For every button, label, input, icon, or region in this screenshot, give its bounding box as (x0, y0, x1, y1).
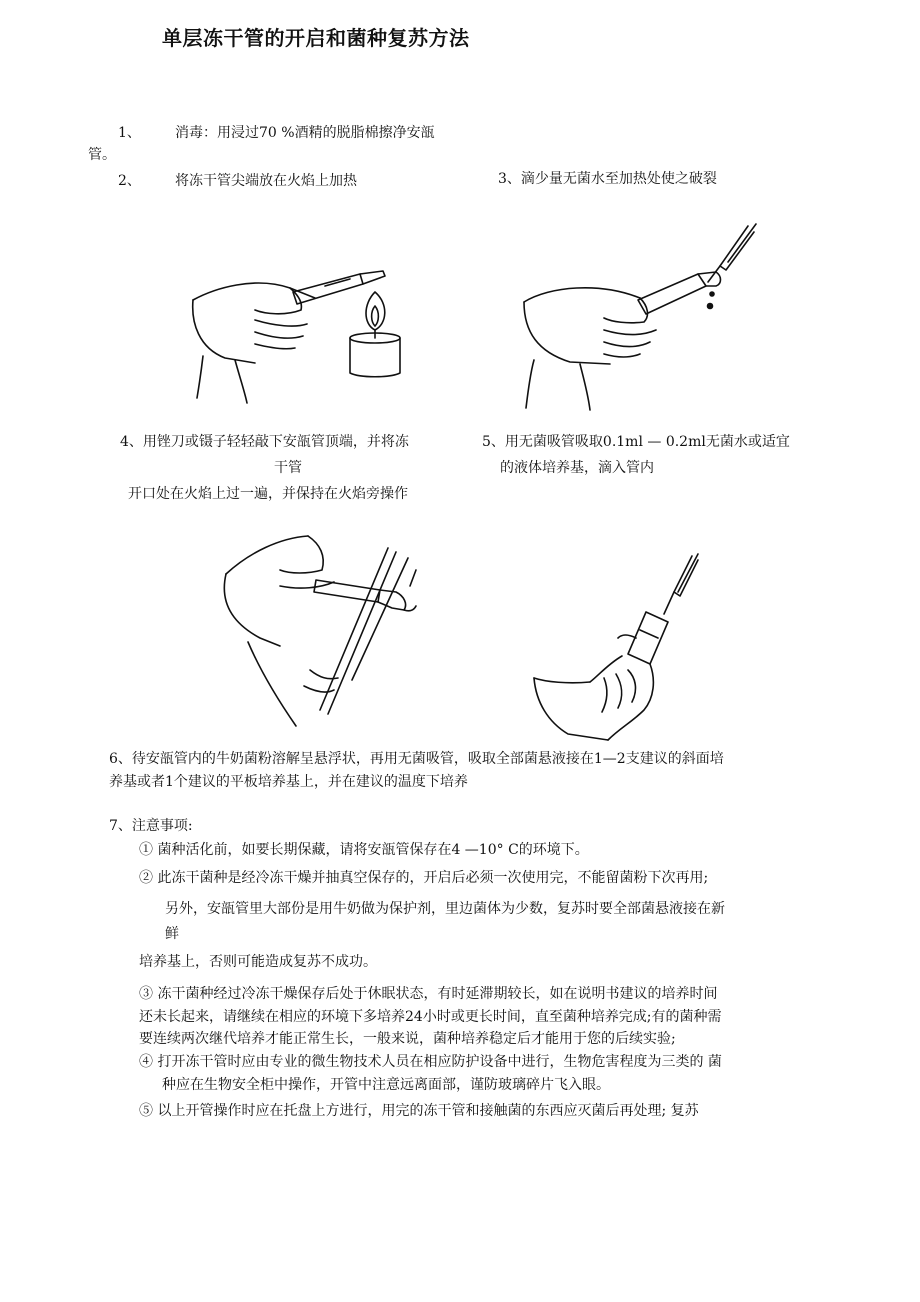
step-6-line-2: 养基或者1个建议的平板培养基上，并在建议的温度下培养 (109, 774, 468, 790)
note-2-line-2: 另外，安瓿管里大部份是用牛奶做为保护剂，里边菌体为少数，复苏时要全部菌悬液接在新 (165, 901, 725, 917)
step-1-text: 消毒：用浸过70 %酒精的脱脂棉擦净安瓿 (175, 125, 435, 141)
figure-adding-liquid (528, 552, 708, 742)
note-3-line-2: 还未长起来，请继续在相应的环境下多培养24小时或更长时间，直至菌种培养完成;有的菌种需 (139, 1009, 722, 1025)
step-4-line-2: 干管 (274, 460, 302, 476)
note-4-line-1: ④ 打开冻干管时应由专业的微生物技术人员在相应防护设备中进行，生物危害程度为三类的 菌 (139, 1054, 722, 1070)
note-4-line-2: 种应在生物安全柜中操作，开管中注意远离面部，谨防玻璃碎片飞入眼。 (162, 1077, 610, 1093)
step-2-text: 将冻干管尖端放在火焰上加热 (175, 173, 357, 189)
figure-dropping-water (520, 222, 760, 412)
step-4-line-3: 开口处在火焰上过一遍，并保持在火焰旁操作 (128, 486, 408, 502)
step-4-line-1: 4、用锉刀或镊子轻轻敲下安瓿管顶端，并将冻 (120, 434, 409, 450)
step-1-number: 1、 (118, 125, 141, 141)
step-3-text: 3、滴少量无菌水至加热处使之破裂 (498, 171, 717, 187)
figure-heating-ampoule (185, 268, 415, 408)
note-3-line-3: 要连续两次继代培养才能正常生长，一般来说，菌种培养稳定后才能用于您的后续实验; (139, 1031, 676, 1047)
page-title: 单层冻干管的开启和菌种复苏方法 (162, 26, 470, 50)
note-5-line-1: ⑤ 以上开管操作时应在托盘上方进行，用完的冻干管和接触菌的东西应灭菌后再处理; 复苏 (139, 1103, 699, 1119)
note-1: ① 菌种活化前，如要长期保藏，请将安瓿管保存在4 —10° C的环境下。 (139, 842, 589, 858)
figure-breaking-ampoule (220, 530, 430, 730)
step-6-line-1: 6、待安瓿管内的牛奶菌粉溶解呈悬浮状，再用无菌吸管，吸取全部菌悬液接在1—2支建议的斜面培 (109, 751, 724, 767)
note-2-line-4: 培养基上，否则可能造成复苏不成功。 (139, 954, 377, 970)
step-5-line-2: 的液体培养基，滴入管内 (500, 460, 654, 476)
step-1-continuation: 管。 (88, 147, 116, 163)
note-2-line-3: 鲜 (165, 926, 179, 942)
note-2-line-1: ② 此冻干菌种是经冷冻干燥并抽真空保存的，开启后必须一次使用完，不能留菌粉下次再用; (139, 870, 709, 886)
step-5-line-1: 5、用无菌吸管吸取0.1ml — 0.2ml无菌水或适宜 (482, 434, 790, 450)
notes-heading: 7、注意事项: (109, 818, 193, 834)
step-2-number: 2、 (118, 173, 141, 189)
note-3-line-1: ③ 冻干菌种经过冷冻干燥保存后处于休眠状态，有时延滞期较长，如在说明书建议的培养时间 (139, 986, 718, 1002)
